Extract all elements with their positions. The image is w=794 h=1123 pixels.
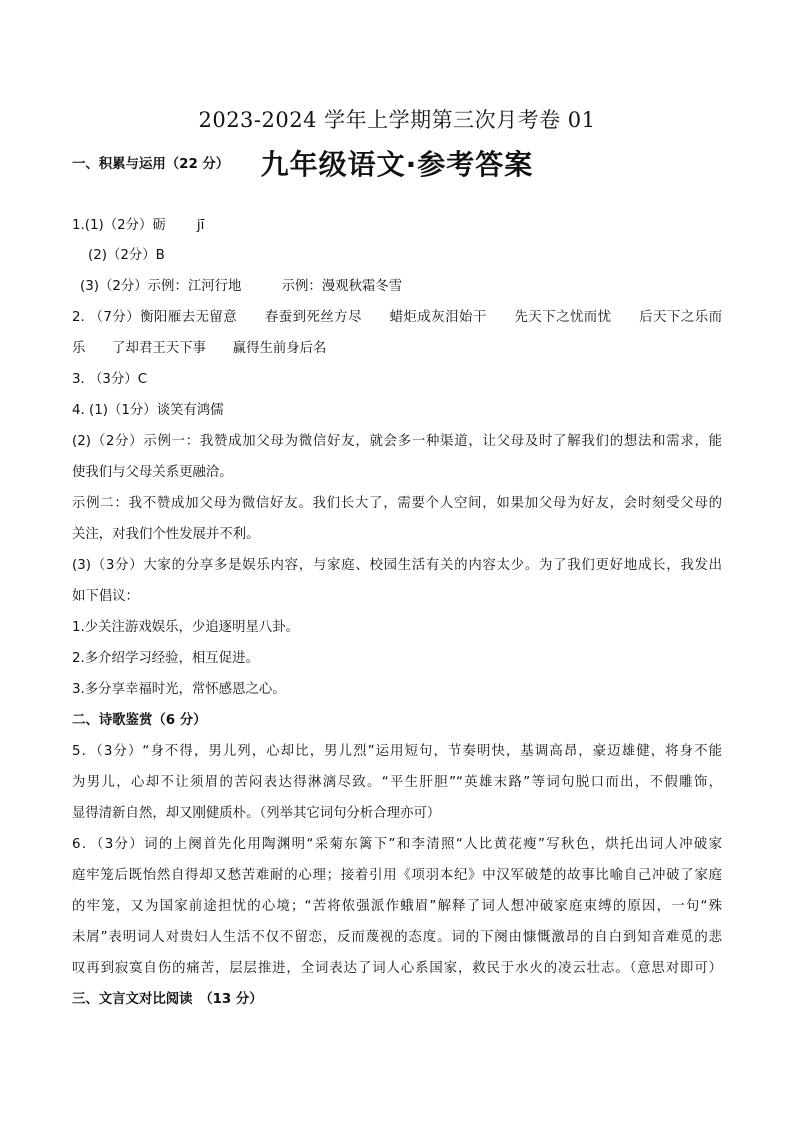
answer-line: 示例二：我不赞成加父母为微信好友。我们长大了，需要个人空间，如果加父母为好友，会时刻受父母的	[72, 496, 722, 511]
answer-line: 关注，对我们个性发展并不利。	[72, 527, 260, 542]
answer-line: 如下倡议：	[72, 589, 139, 604]
answer-line: 为男儿，心却不让须眉的苦闷表达得淋漓尽致。“平生肝胆”“英雄末路”等词句脱口而出，不假雕饰，	[72, 775, 722, 790]
answer-line: 3.多分享幸福时光，常怀感恩之心。	[72, 682, 286, 697]
answer-line: (2)（2分）示例一：我赞成加父母为微信好友，就会多一种渠道，让父母及时了解我们的想法和需求，能	[72, 434, 722, 449]
answer-line: 叹再到寂寞自伤的痛苦，层层推进，全词表达了词人心系国家，救民于水火的凌云壮志。（意思对即可）	[72, 961, 722, 976]
answer-line: 乐 了却君王天下事 赢得生前身后名	[72, 341, 327, 356]
answer-line: 的牢笼，又为国家前途担忧的心境；“苦将侬强派作蛾眉”解释了词人想冲破家庭束缚的原因，一句“殊	[72, 899, 722, 914]
section-heading-2: 二、诗歌鉴赏（6 分）	[72, 713, 207, 728]
answer-line: 6．（3分）词的上阕首先化用陶渊明“采菊东篱下”和李清照“人比黄花瘦”写秋色，烘托出词人冲破家	[72, 837, 722, 852]
section-heading-3: 三、文言文对比阅读 （13 分）	[72, 992, 263, 1007]
answer-line: 未屑”表明词人对贵妇人生活不仅不留恋，反而蔑视的态度。词的下阕由慷慨激昂的自白到知音难觅的悲	[72, 930, 722, 945]
answer-line: 显得清新自然，却又刚健质朴。（列举其它词句分析合理亦可）	[72, 806, 441, 821]
answer-line: (2)（2分）B	[88, 248, 165, 263]
answer-line: 3. （3分）C	[72, 372, 148, 387]
answer-line: 4. (1)（1分）谈笑有鸿儒	[72, 403, 224, 418]
answer-line: (3)（2分）示例：江河行地 示例：漫观秋霜冬雪	[80, 279, 403, 294]
answer-line: 使我们与父母关系更融洽。	[72, 465, 233, 480]
answer-line: 5．（3分）“身不得，男儿列，心却比，男儿烈”运用短句，节奏明快，基调高昂，豪迈雄健，将身不能	[72, 744, 722, 759]
answer-line: 2. （7分）衡阳雁去无留意 春蚕到死丝方尽 蜡炬成灰泪始干 先天下之忧而忧 后天下之乐而	[72, 310, 722, 325]
answer-line: 1.少关注游戏娱乐，少追逐明星八卦。	[72, 620, 300, 635]
answer-line: 庭牢笼后既怡然自得却又愁苦难耐的心理；接着引用《项羽本纪》中汉军破楚的故事比喻自己冲破了家庭	[72, 868, 722, 883]
section-heading-1: 一、积累与运用（22 分）	[72, 157, 230, 172]
answer-line: 2.多介绍学习经验，相互促进。	[72, 651, 259, 666]
answer-line: 1.(1)（2分）砺 jī	[72, 218, 205, 233]
exam-title: 2023-2024 学年上学期第三次月考卷 01	[198, 108, 596, 132]
answer-line: (3)（3分）大家的分享多是娱乐内容，与家庭、校园生活有关的内容太少。为了我们更好地成长，我发出	[72, 558, 722, 573]
answer-key-title: 九年级语文·参考答案	[260, 148, 534, 181]
